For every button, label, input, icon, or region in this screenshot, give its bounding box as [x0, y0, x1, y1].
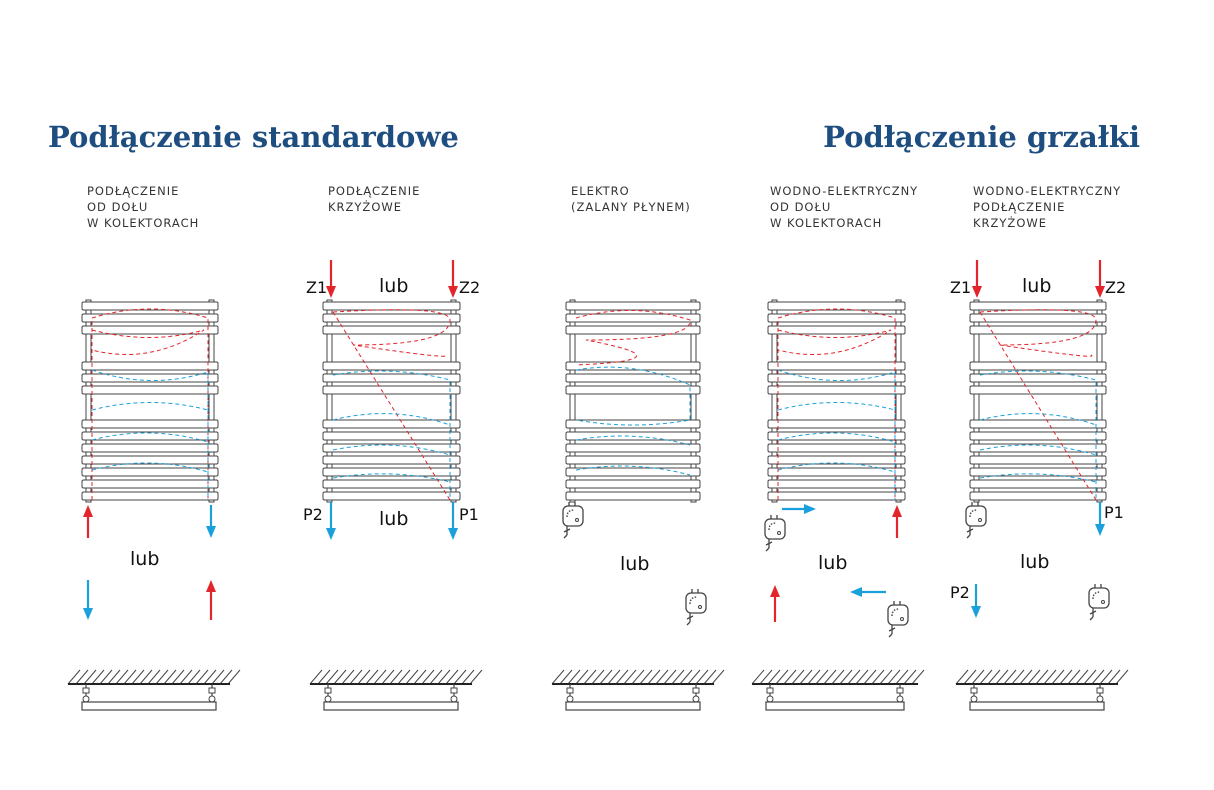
radiator-bar — [82, 444, 218, 452]
arrow-down-icon — [83, 608, 93, 620]
panel-2-pin-z1: Z1 — [306, 278, 328, 297]
bracket-nut — [325, 696, 331, 702]
radiator-bar — [566, 386, 700, 394]
arrow-down-icon — [326, 286, 336, 298]
radiator-bar — [566, 480, 700, 488]
panel-1-heading: PODŁĄCZENIE OD DOŁU W KOLEKTORACH — [87, 184, 200, 230]
panel-2-lub-top: lub — [379, 275, 409, 297]
arrow-right-icon — [804, 504, 816, 514]
radiator-bar — [768, 420, 905, 428]
arrow-down-icon — [206, 526, 216, 538]
bracket-clip — [897, 688, 903, 693]
arrow-down-icon — [1095, 524, 1105, 536]
panel-4-heading: WODNO-ELEKTRYCZNY OD DOŁU W KOLEKTORACH — [770, 184, 919, 230]
panel-4-lub: lub — [818, 552, 848, 574]
radiator-bar — [323, 468, 460, 476]
radiator-bar — [323, 386, 460, 394]
bracket-nut — [451, 696, 457, 702]
panel-3-heading: ELEKTRO (ZALANY PŁYNEM) — [571, 184, 691, 214]
panel-2-lub-bottom: lub — [379, 508, 409, 530]
panel-5-lub-bottom: lub — [1020, 551, 1050, 573]
arrow-down-icon — [1095, 286, 1105, 298]
radiator-bar — [323, 432, 460, 440]
arrow-down-icon — [972, 286, 982, 298]
panel-5-pin-p2: P2 — [950, 583, 970, 602]
radiator-bar — [970, 314, 1106, 322]
panel-2-pin-z2: Z2 — [459, 278, 481, 297]
heater-icon — [765, 519, 785, 539]
bracket-clip — [971, 688, 977, 693]
radiator-bar — [970, 480, 1106, 488]
radiator-bar — [970, 362, 1106, 370]
radiator-bar — [566, 444, 700, 452]
panel-2-pin-p1: P1 — [459, 505, 479, 524]
radiator-bar — [768, 362, 905, 370]
bracket-clip — [209, 688, 215, 693]
bracket-nut — [209, 696, 215, 702]
radiator-bar — [323, 326, 460, 334]
radiator-bar — [768, 480, 905, 488]
radiator-top-view — [766, 702, 904, 710]
bracket-clip — [451, 688, 457, 693]
arrow-up-icon — [892, 505, 902, 517]
title-standard-connection: Podłączenie standardowe — [48, 120, 459, 154]
panel-5-pin-z2: Z2 — [1105, 278, 1127, 297]
heater-icon-cable — [1090, 617, 1093, 620]
heater-icon-cable — [564, 535, 567, 538]
arrow-up-icon — [206, 580, 216, 592]
bracket-clip — [1097, 688, 1103, 693]
panel-2-heading: PODŁĄCZENIE KRZYŻOWE — [328, 184, 421, 214]
heater-icon-cable — [967, 535, 970, 538]
bracket-nut — [1097, 696, 1103, 702]
panel-2-pin-p2: P2 — [303, 505, 323, 524]
radiator-bar — [323, 456, 460, 464]
bracket-clip — [767, 688, 773, 693]
arrow-up-icon — [83, 505, 93, 517]
panel-5-lub-top: lub — [1022, 275, 1052, 297]
heater-icon — [563, 506, 583, 526]
arrow-down-icon — [326, 528, 336, 540]
radiator-bar — [768, 444, 905, 452]
radiator-bar — [768, 386, 905, 394]
radiator-top-view — [566, 702, 700, 710]
radiator-bar — [566, 302, 700, 310]
heater-icon-cable — [766, 548, 769, 551]
arrow-left-icon — [850, 587, 862, 597]
heater-icon — [888, 605, 908, 625]
arrow-down-icon — [448, 528, 458, 540]
radiator-bar — [82, 386, 218, 394]
radiator-bar — [566, 468, 700, 476]
radiator-bar — [970, 468, 1106, 476]
bracket-nut — [971, 696, 977, 702]
radiator-bar — [323, 362, 460, 370]
radiator-top-view — [970, 702, 1104, 710]
radiator-bar — [82, 480, 218, 488]
heater-icon — [1089, 588, 1109, 608]
heater-icon — [966, 506, 986, 526]
panel-3-lub: lub — [620, 553, 650, 575]
radiator-top-view — [324, 702, 458, 710]
radiator-bar — [323, 492, 460, 500]
panel-1-lub: lub — [130, 548, 160, 570]
bracket-clip — [325, 688, 331, 693]
panel-5-pin-z1: Z1 — [950, 278, 972, 297]
radiator-bar — [566, 456, 700, 464]
heater-icon — [686, 593, 706, 613]
radiator-bar — [323, 302, 460, 310]
radiator-bar — [970, 456, 1106, 464]
radiator-bar — [82, 362, 218, 370]
panel-5-heading: WODNO-ELEKTRYCZNY PODŁĄCZENIE KRZYŻOWE — [973, 184, 1122, 230]
arrow-up-icon — [770, 585, 780, 597]
radiator-bar — [970, 302, 1106, 310]
bracket-clip — [693, 688, 699, 693]
radiator-bar — [323, 480, 460, 488]
radiator-bar — [566, 326, 700, 334]
radiator-top-view — [82, 702, 216, 710]
bracket-clip — [567, 688, 573, 693]
bracket-nut — [567, 696, 573, 702]
radiator-bar — [970, 492, 1106, 500]
bracket-nut — [767, 696, 773, 702]
title-heater-connection: Podłączenie grzałki — [823, 120, 1140, 154]
radiator-bar — [970, 386, 1106, 394]
heater-icon-cable — [687, 622, 690, 625]
bracket-clip — [83, 688, 89, 693]
radiator-bar — [566, 492, 700, 500]
bracket-nut — [897, 696, 903, 702]
radiator-bar — [323, 314, 460, 322]
bracket-nut — [83, 696, 89, 702]
radiator-bar — [970, 432, 1106, 440]
panel-5-pin-p1: P1 — [1104, 503, 1124, 522]
heater-icon-cable — [889, 634, 892, 637]
bracket-nut — [693, 696, 699, 702]
radiator-bar — [82, 420, 218, 428]
arrow-down-icon — [971, 606, 981, 618]
radiator-bar — [768, 492, 905, 500]
arrow-down-icon — [448, 286, 458, 298]
radiator-bar — [970, 326, 1106, 334]
radiator-bar — [82, 492, 218, 500]
